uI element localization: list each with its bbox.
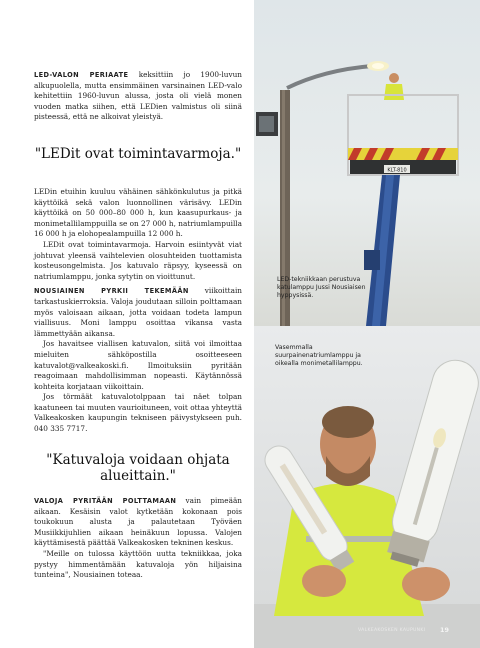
paragraph: LEDin etuihin kuuluu vähäinen sähkönkulutus ja pitkä käyttöikä sekä valon luonnollinen värisävy. LEDin käyttöikä on 50 000–80 000 h, kun kaasupurkaus- ja monimetallilamppuilla se on 27 000 h, natriumlampuilla 16 000 h ja elohopealampuilla 12 000 h. [34,187,242,239]
paragraph: NOUSIAINEN PYRKII TEKEMÄÄN viikoittain tarkastuskierroksia. Valoja joudutaan silloin polttamaan myös valoisaan aikaan, jotta voidaan todeta lampun viallisuus. Moni lamppu osoittaa vikansa vasta lämmettyään aikansa. [34,286,242,338]
paragraph: "Meille on tulossa käyttöön uutta tekniikkaa, joka pystyy himmentämään katuvaloja yön hiljaisina tunteina", Nousiainen toteaa. [34,548,242,580]
paragraph: Jos törmäät katuvalotolppaan tai näet tolpan kaatuneen tai muuten vaurioituneen, voit ottaa yhteyttä Valkeakosken kaupungin tekniseen päivystykseen puh. 040 335 7717. [34,392,242,434]
lead-in: VALOJA PYRITÄÄN POLTTAMAAN [34,497,177,505]
paragraph: VALOJA PYRITÄÄN POLTTAMAAN vain pimeään aikaan. Kesäisin valot kytketään kokonaan pois toukokuun alusta ja palautetaan Työväen Musiikkijuhlien aikaan heinäkuun lopussa. Valojen käyttämisestä päättää Valkeakosken tekninen keskus. [34,496,242,548]
page-number: 19 [440,626,449,634]
lead-in: LED-VALON PERIAATE [34,71,129,79]
caption-photo-1: LED-tekniikkaan perustuva katulamppu Jussi Nousiaisen hyppysissä. [277,276,366,300]
lead-in: NOUSIAINEN PYRKII TEKEMÄÄN [34,287,189,296]
footer-label: VALKEAKOSKEN KAUPUNKI [358,628,426,633]
body-text-middle [34,187,242,435]
body-text-bottom [34,496,242,581]
paragraph: Jos havaitsee viallisen katuvalon, siitä voi ilmoittaa mieluiten sähköpostilla osoitteeseen katuvalot@valkeakoski.fi. Ilmoituksiin pyritään reagoimaan mahdollisimman nopeasti. Käytännössä kohteita korjataan viikoittain. [34,339,242,391]
caption-photo-2: Vasemmalla suurpainenatriumlamppu ja oikealla monimetallilamppu. [275,344,363,368]
pull-quote-2: "Katuvaloja voidaan ohjata alueittain." [46,452,230,484]
intro-text [34,70,242,123]
photo-lamps-held [254,326,480,648]
truck-plate: KLT-810 [387,167,407,174]
pull-quote-1: "LEDit ovat toimintavarmoja." [34,146,242,162]
paragraph-intro: LED-VALON PERIAATE keksittiin jo 1900-luvun alkupuolella, mutta ensimmäinen varsinainen LED-valo kehitettiin 1960-luvun alussa, josta oli vielä monen vuoden matka siihen, että LEDien valmistus oli siinä pisteessä, että ne alkoivat yleistyä. [34,70,242,122]
paragraph: LEDit ovat toimintavarmoja. Harvoin esiintyvät viat johtuvat yleensä vaihtelevien olosuhteiden tuottamista kosteusongelmista. Jos katuvalo räpsyy, kyseessä on natriumlamppu, jonka sytytin on vioittunut. [34,239,242,281]
